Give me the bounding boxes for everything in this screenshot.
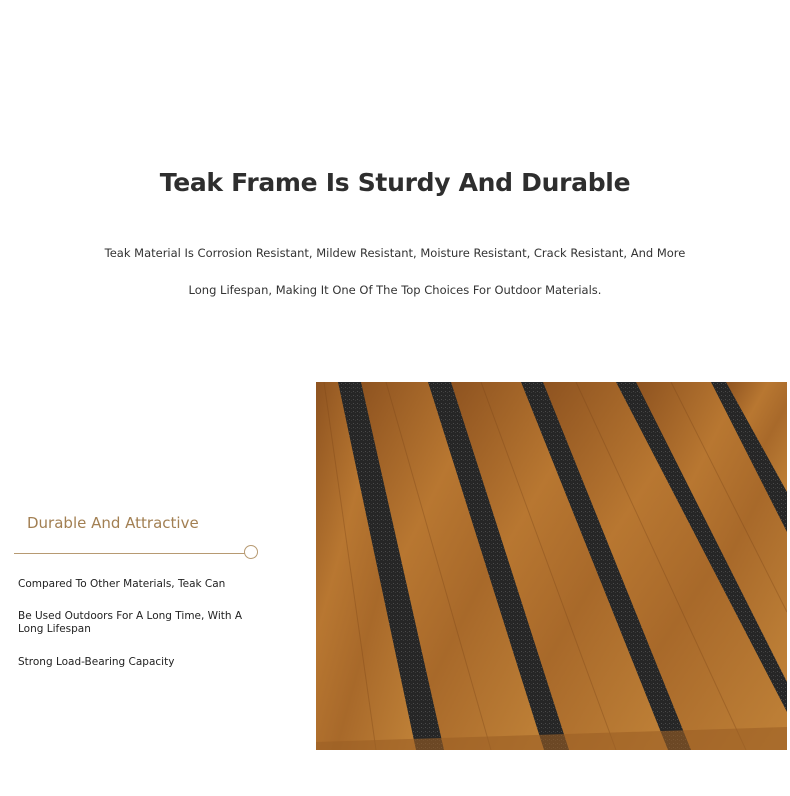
feature-point-2: Be Used Outdoors For A Long Time, With A Long Lifespan [18, 610, 243, 635]
description-line-1: Teak Material Is Corrosion Resistant, Mildew Resistant, Moisture Resistant, Crack Resistant, And More [104, 246, 686, 260]
feature-title: Durable And Attractive [27, 514, 199, 532]
feature-divider [14, 553, 246, 554]
teak-slats-photo [316, 382, 787, 750]
page-title: Teak Frame Is Sturdy And Durable [159, 168, 631, 197]
description-line-2: Long Lifespan, Making It One Of The Top Choices For Outdoor Materials. [188, 283, 602, 297]
feature-point-1: Compared To Other Materials, Teak Can [18, 578, 226, 590]
divider-dot-icon [244, 545, 258, 559]
feature-point-3: Strong Load-Bearing Capacity [18, 656, 175, 668]
